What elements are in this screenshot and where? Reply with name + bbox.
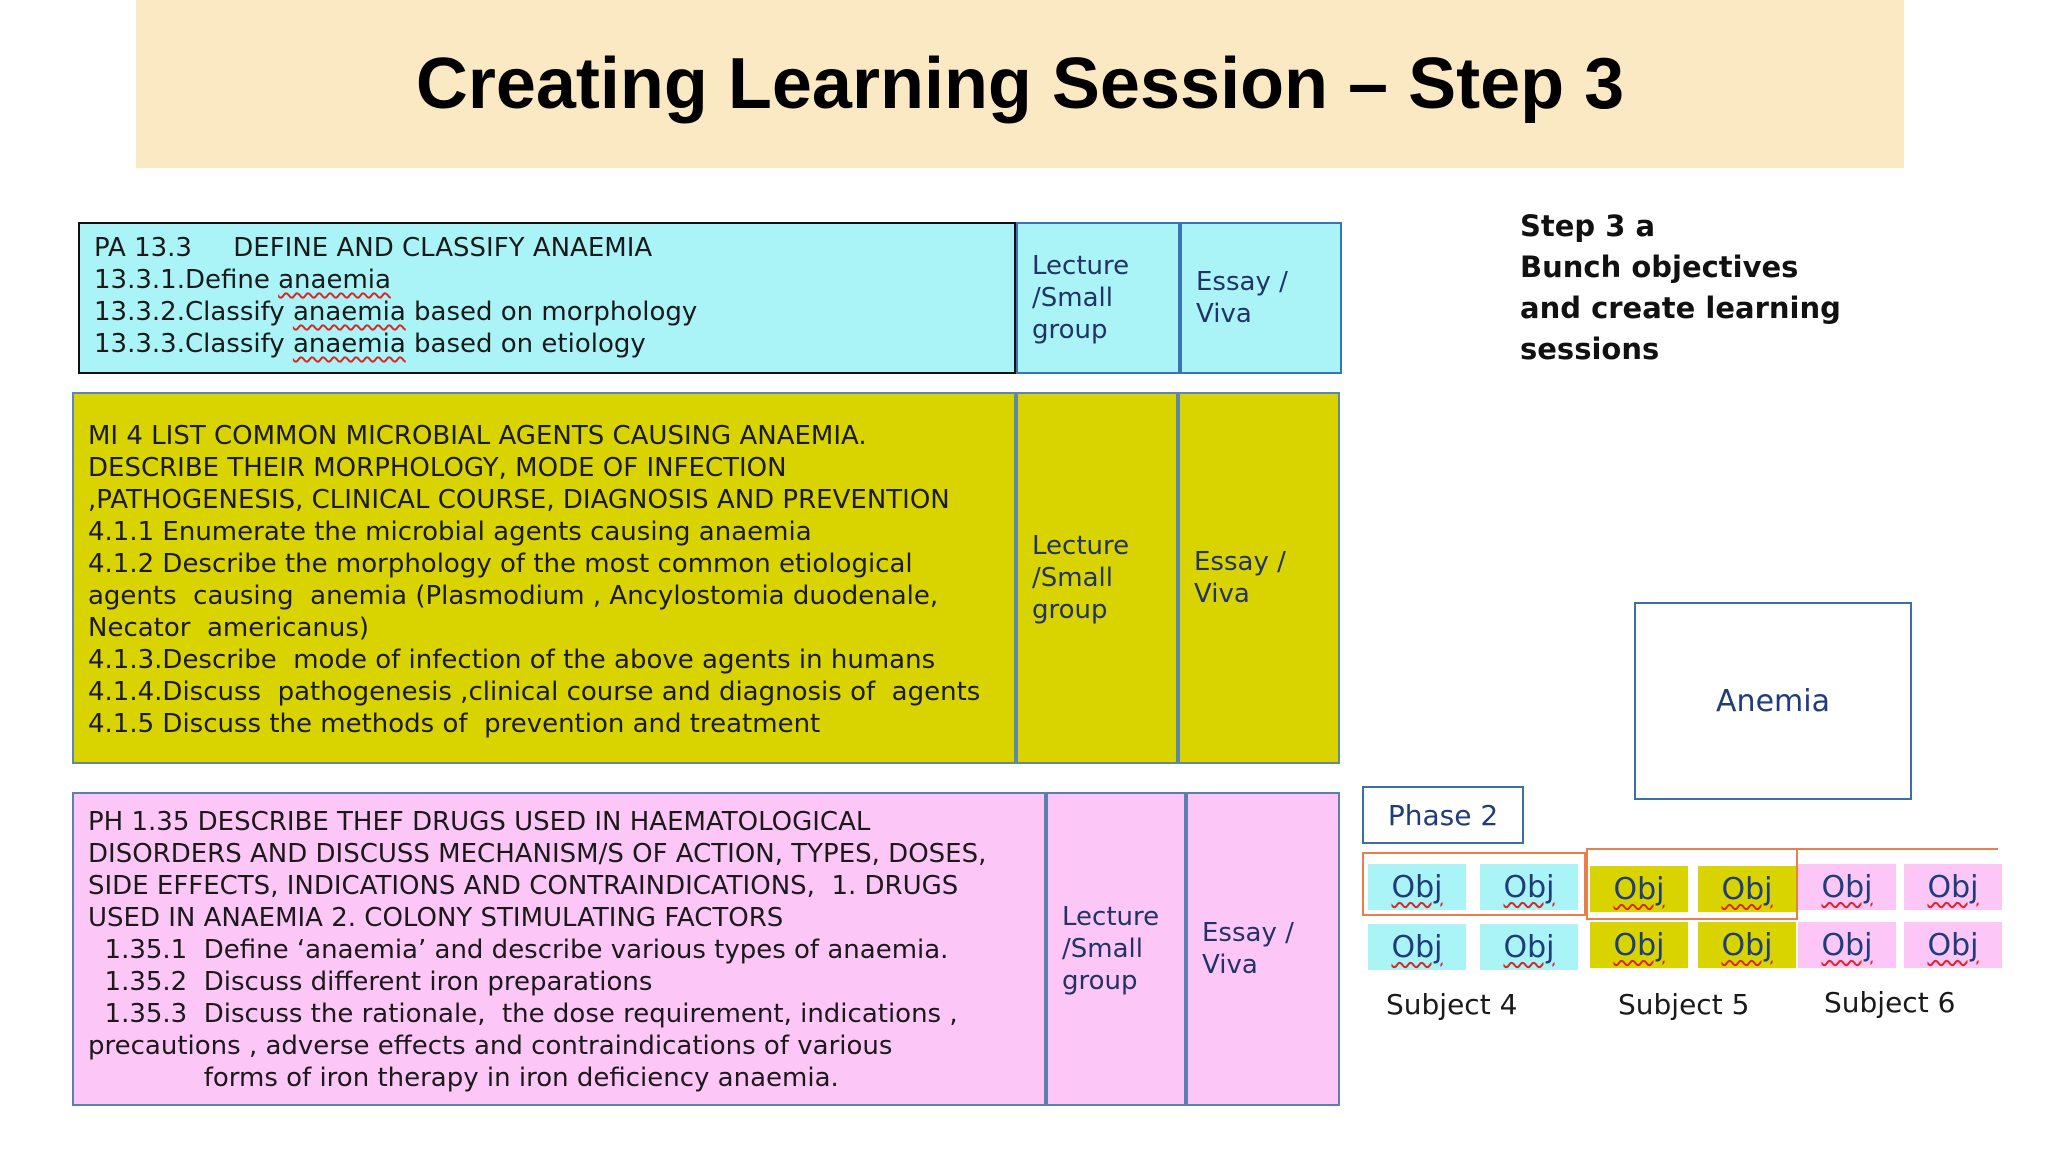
objective-text-ph <box>72 792 1046 1106</box>
objective-chip: Obj <box>1904 864 2002 910</box>
objective-line: precautions , adverse effects and contraindications of various <box>88 1031 893 1061</box>
teaching-method-pa: Lecture /Small group <box>1016 222 1180 374</box>
objective-line: DISORDERS AND DISCUSS MECHANISM/S OF ACTION, TYPES, DOSES, <box>88 839 987 869</box>
objective-line: 13.3.1.Define anaemia <box>94 265 391 295</box>
phase-box <box>1362 786 1524 844</box>
objective-line: 1.35.2 Discuss different iron preparations <box>88 967 653 997</box>
objective-chip: Obj <box>1368 924 1466 970</box>
objective-chip: Obj <box>1590 922 1688 968</box>
objective-line: 4.1.4.Discuss pathogenesis ,clinical course and diagnosis of agents <box>88 677 981 707</box>
objective-row-mi <box>72 392 1340 764</box>
subject-label-5: Subject 5 <box>1618 988 1750 1021</box>
step-instruction-text: Step 3 a Bunch objectives and create learning sessions <box>1520 209 1841 366</box>
objective-chip: Obj <box>1904 922 2002 968</box>
objective-line: 4.1.5 Discuss the methods of prevention and treatment <box>88 709 821 739</box>
objective-line: 1.35.3 Discuss the rationale, the dose requirement, indications , <box>88 999 958 1029</box>
objective-row-ph <box>72 792 1340 1106</box>
step-instruction <box>1520 206 1940 370</box>
learning-session-box <box>1634 602 1912 800</box>
assessment-pa: Essay / Viva <box>1180 222 1342 374</box>
title-banner <box>136 0 1904 168</box>
objective-line: 13.3.3.Classify anaemia based on etiology <box>94 329 646 359</box>
subject-label-6: Subject 6 <box>1824 986 1956 1019</box>
objective-line: 4.1.3.Describe mode of infection of the above agents in humans <box>88 645 936 675</box>
assessment-ph: Essay / Viva <box>1186 792 1340 1106</box>
objective-chip: Obj <box>1368 864 1466 910</box>
objective-chip: Obj <box>1590 866 1688 912</box>
objective-line: PH 1.35 DESCRIBE THEF DRUGS USED IN HAEMATOLOGICAL <box>88 807 871 837</box>
objective-line: MI 4 LIST COMMON MICROBIAL AGENTS CAUSING ANAEMIA. <box>88 421 867 451</box>
slide-title: Creating Learning Session – Step 3 <box>415 44 1625 124</box>
objective-line: 4.1.1 Enumerate the microbial agents causing anaemia <box>88 517 812 547</box>
objective-line: agents causing anemia (Plasmodium , Ancylostomia duodenale, <box>88 581 939 611</box>
teaching-method-mi: Lecture /Small group <box>1016 392 1178 764</box>
objective-text-pa <box>78 222 1016 374</box>
objective-row-pa <box>78 222 1342 374</box>
phase-label: Phase 2 <box>1387 798 1499 832</box>
objective-line: USED IN ANAEMIA 2. COLONY STIMULATING FACTORS <box>88 903 784 933</box>
objective-chip: Obj <box>1698 922 1796 968</box>
subject6-group-frame <box>1798 848 1998 850</box>
objective-line: forms of iron therapy in iron deficiency anaemia. <box>88 1063 839 1093</box>
objective-line: 4.1.2 Describe the morphology of the most common etiological <box>88 549 913 579</box>
objective-line: Necator americanus) <box>88 613 370 643</box>
teaching-method-ph: Lecture /Small group <box>1046 792 1186 1106</box>
assessment-mi: Essay / Viva <box>1178 392 1340 764</box>
objective-text-mi <box>72 392 1016 764</box>
objective-line: SIDE EFFECTS, INDICATIONS AND CONTRAINDICATIONS, 1. DRUGS <box>88 871 959 901</box>
objective-chip: Obj <box>1480 864 1578 910</box>
objective-chip: Obj <box>1798 922 1896 968</box>
subject-label-4: Subject 4 <box>1386 988 1518 1021</box>
objective-line: 1.35.1 Define ‘anaemia’ and describe various types of anaemia. <box>88 935 949 965</box>
objective-chip: Obj <box>1798 864 1896 910</box>
objective-line: PA 13.3 DEFINE AND CLASSIFY ANAEMIA <box>94 233 653 263</box>
objective-chip: Obj <box>1698 866 1796 912</box>
objective-line: 13.3.2.Classify anaemia based on morphology <box>94 297 698 327</box>
session-label: Anemia <box>1716 683 1830 719</box>
objective-line: DESCRIBE THEIR MORPHOLOGY, MODE OF INFECTION <box>88 453 787 483</box>
objective-line: ,PATHOGENESIS, CLINICAL COURSE, DIAGNOSIS AND PREVENTION <box>88 485 950 515</box>
objective-chip: Obj <box>1480 924 1578 970</box>
